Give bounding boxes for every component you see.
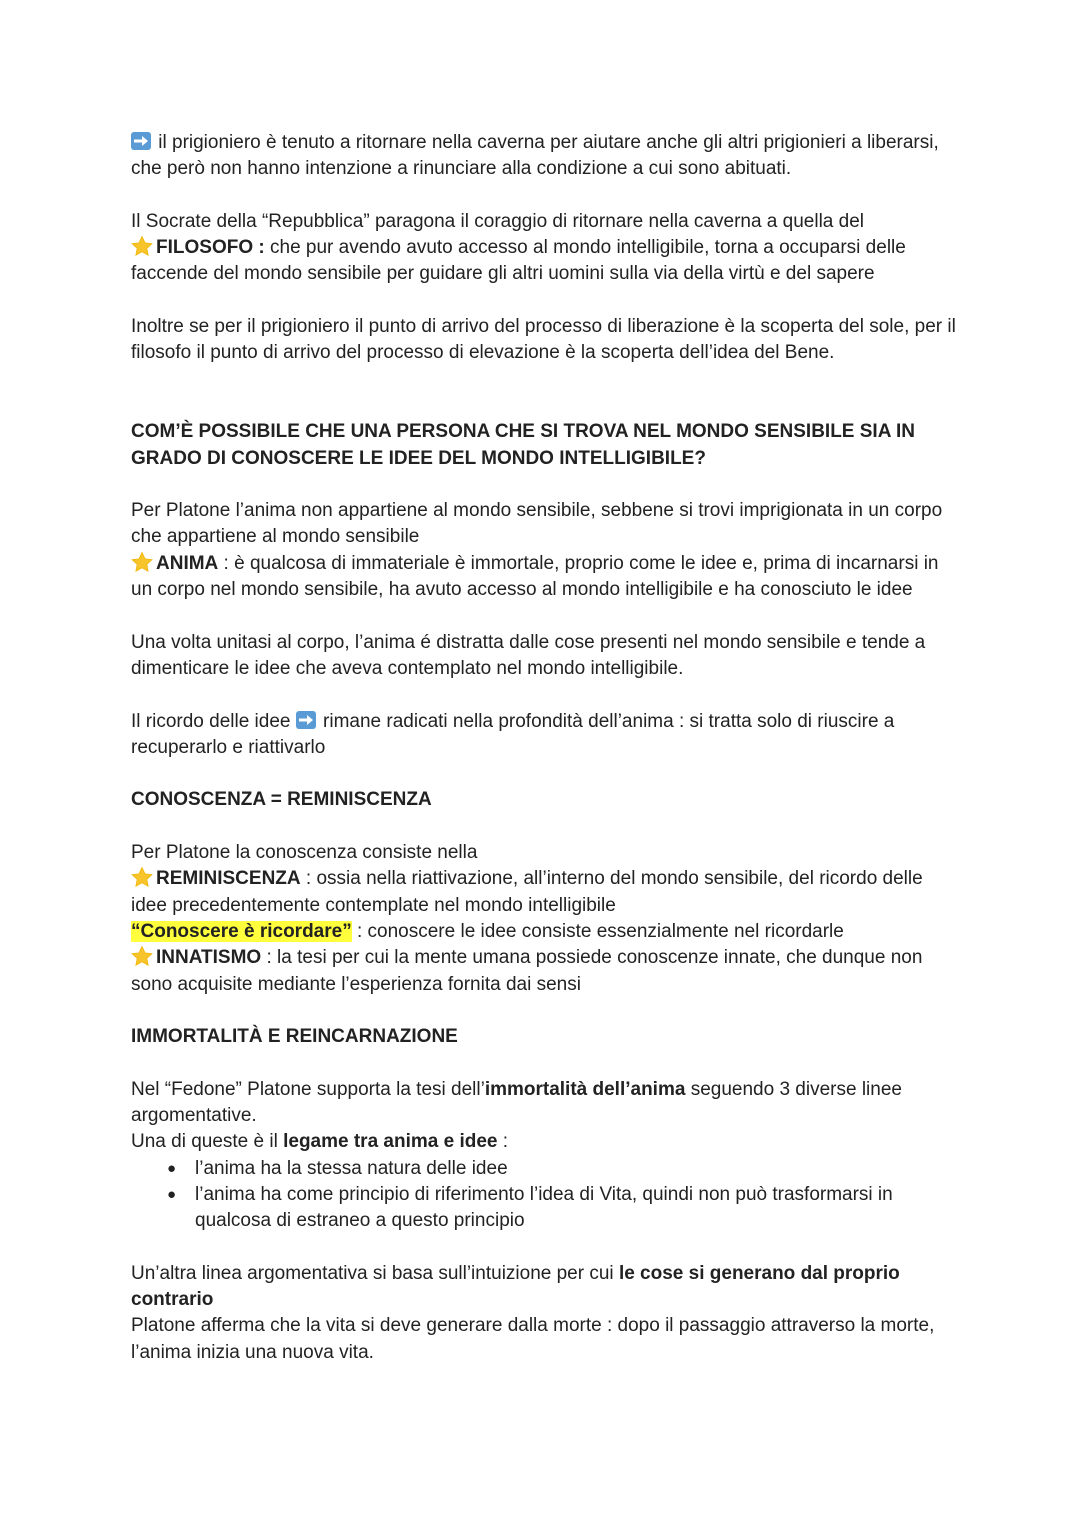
paragraph-fedone (131, 1077, 961, 1156)
paragraph-intro: Il Socrate della “Repubblica” paragona il coraggio di ritornare nella caverna a quella del (131, 210, 864, 232)
right-arrow-icon (131, 132, 151, 150)
text-run: Un’altra linea argomentativa si basa sull’intuizione per cui (131, 1262, 619, 1284)
text-run: : (497, 1131, 509, 1153)
paragraph-rest: : la tesi per cui la mente umana possiede conoscenze innate, che dunque non sono acquisite mediante l’esperienza fornita dai sensi (131, 947, 923, 995)
paragraph-rest: : è qualcosa di immateriale è immortale, proprio come le idee e, prima di incarnarsi in un corpo nel mondo sensibile, ha avuto accesso al mondo intelligibile e ha conosciuto le idee (131, 552, 939, 601)
term-reminiscenza: REMINISCENZA (156, 868, 301, 890)
text-run: Platone afferma che la vita si deve generare dalla morte : dopo il passaggio attraverso la morte, l’anima inizia una nuova vita. (131, 1315, 935, 1363)
highlighted-quote: “Conoscere è ricordare” (131, 920, 352, 942)
paragraph-philosopher (131, 209, 961, 288)
paragraph-after: rimane radicati nella profondità dell’anima : si tratta solo di riuscire a recuperarlo e riattivarlo (131, 710, 895, 758)
section-heading-reminiscence: CONOSCENZA = REMINISCENZA (131, 789, 432, 811)
paragraph-intro: Per Platone l’anima non appartiene al mondo sensibile, sebbene si trovi imprigionata in un corpo che appartiene al mondo sensibile (131, 500, 943, 548)
right-arrow-icon (296, 711, 316, 729)
term-innatismo: INNATISMO (156, 947, 262, 969)
paragraph-before: Il ricordo delle idee (131, 710, 296, 732)
paragraph-intro: Per Platone la conoscenza consiste nella (131, 842, 478, 864)
bold-term: immortalità dell’anima (484, 1078, 686, 1100)
paragraph-forgetting: Una volta unitasi al corpo, l’anima é distratta dalle cose presenti nel mondo sensibile e tende a dimenticare le idee che aveva contemplato nel mondo intelligibile. (131, 631, 926, 679)
paragraph-idea-of-good: Inoltre se per il prigioniero il punto di arrivo del processo di liberazione è la scoperta del sole, per il filosofo il punto di arrivo del processo di elevazione è la scoperta dell’idea del Bene. (131, 316, 956, 364)
list-item: ● l’anima ha come principio di riferimento l’idea di Vita, quindi non può trasformarsi in qualcosa di estraneo a questo principio (195, 1182, 961, 1235)
paragraph-text: il prigioniero è tenuto a ritornare nella caverna per aiutare anche gli altri prigionieri a liberarsi, che però non hanno intenzione a rinunciare alla condizione a cui sono abituati. (131, 132, 939, 180)
bold-term: le cose si generano dal proprio contrario (131, 1262, 900, 1311)
bold-term: legame tra anima e idee (283, 1131, 498, 1153)
bullet-list (131, 1156, 961, 1235)
star-icon (131, 946, 153, 966)
term-anima: ANIMA (156, 552, 219, 574)
paragraph-rest: che pur avendo avuto accesso al mondo intelligibile, torna a occuparsi delle faccende del mondo sensibile per guidare gli altri uomini sulla via della virtù e del sapere (131, 237, 906, 285)
list-item: ● l’anima ha la stessa natura delle idee (195, 1156, 961, 1182)
paragraph-rest: : ossia nella riattivazione, all’interno del mondo sensibile, del ricordo delle idee precedentemente contemplate nel mondo intelligibile (131, 868, 923, 916)
term-filosofo: FILOSOFO : (156, 237, 265, 259)
section-heading-question: COM’È POSSIBILE CHE UNA PERSONA CHE SI TROVA NEL MONDO SENSIBILE SIA IN GRADO DI CONOSCERE LE IDEE DEL MONDO INTELLIGIBILE? (131, 421, 916, 469)
paragraph-soul (131, 498, 961, 603)
star-icon (131, 867, 153, 887)
paragraph-prisoner-return (131, 130, 961, 183)
text-run: Nel “Fedone” Platone supporta la tesi dell’ (131, 1078, 485, 1100)
paragraph-memory (131, 709, 961, 762)
quote-rest: : conoscere le idee consiste essenzialmente nel ricordarle (351, 920, 844, 942)
star-icon (131, 236, 153, 256)
star-icon (131, 552, 153, 572)
section-heading-immortality: IMMORTALITÀ E REINCARNAZIONE (131, 1026, 458, 1048)
paragraph-opposites (131, 1261, 961, 1366)
text-run: seguendo 3 diverse linee argomentative. (131, 1078, 902, 1126)
document-body (131, 130, 961, 1366)
paragraph-knowledge (131, 840, 961, 998)
text-run: Una di queste è il (131, 1131, 284, 1153)
